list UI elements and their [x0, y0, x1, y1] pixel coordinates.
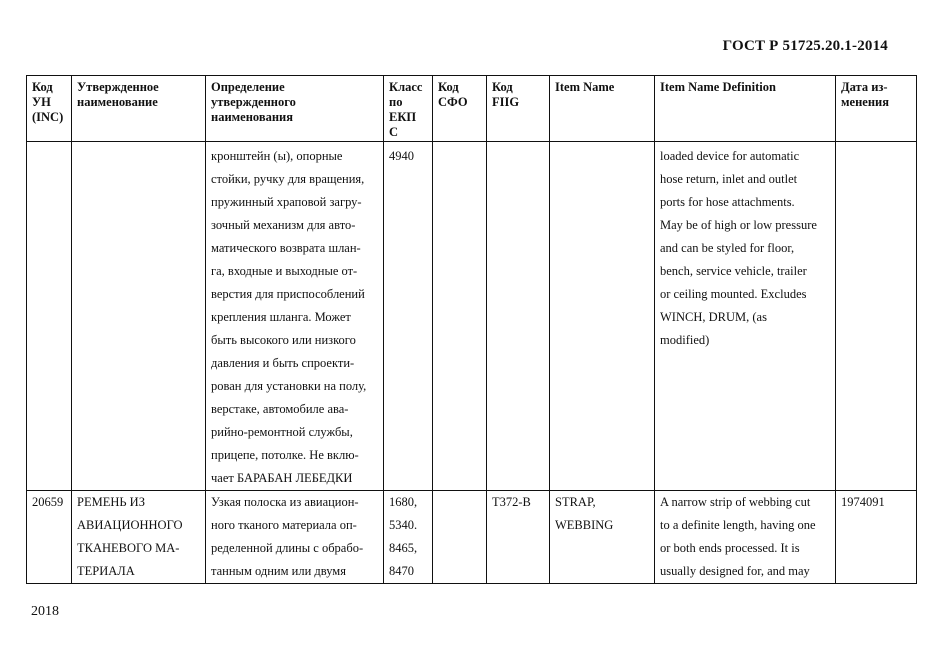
cell-text-line: кронштейн (ы), опорные [211, 149, 343, 163]
cell-text-line: наименования [211, 110, 294, 124]
cell-text-line: Item Name Definition [660, 80, 776, 94]
cell-name [72, 142, 206, 491]
cell-text-line: 20659 [32, 495, 64, 509]
cell-text-line: 1974091 [841, 495, 885, 509]
cell-text-line: 8465, [389, 541, 418, 555]
page-number: 2018 [31, 604, 59, 619]
cell-text-line: 4940 [389, 149, 414, 163]
cell-text-line: га, входные и выходные от- [211, 264, 358, 278]
document-code: ГОСТ Р 51725.20.1-2014 [722, 38, 888, 54]
cell-text-line: usually designed for, and may [660, 564, 810, 578]
header-sfo [433, 76, 487, 142]
cell-text-line: зочный механизм для авто- [211, 218, 356, 232]
cell-text-line: пружинный храповой загру- [211, 195, 362, 209]
cell-name [72, 491, 206, 584]
cell-date [836, 491, 917, 584]
cell-text-line: and can be styled for floor, [660, 241, 795, 255]
header-approved-name [72, 76, 206, 142]
cell-text-line: Код [32, 80, 53, 94]
cell-text-line: верстаке, автомобиле ава- [211, 402, 349, 416]
cell-text-line: танным одним или двумя [211, 564, 346, 578]
cell-text-line: WINCH, DRUM, (as [660, 310, 767, 324]
header-class [384, 76, 433, 142]
cell-text-line: 1680, [389, 495, 418, 509]
header-definition [206, 76, 384, 142]
cell-text-line: чает БАРАБАН ЛЕБЕДКИ [211, 471, 353, 485]
table-row [27, 142, 917, 491]
cell-text-line: прицепе, потолке. Не вклю- [211, 448, 359, 462]
cell-text-line: ТКАНЕВОГО МА- [77, 541, 180, 555]
cell-text-line: Определение [211, 80, 285, 94]
cell-item-name [550, 142, 655, 491]
cell-text-line: STRAP, [555, 495, 596, 509]
cell-text-line: FIIG [492, 95, 520, 109]
cell-text-line: (INC) [32, 110, 64, 124]
cell-text-line: Item Name [555, 80, 615, 94]
cell-text-line: верстия для приспособлений [211, 287, 365, 301]
header-item-name [550, 76, 655, 142]
cell-text-line: 5340. [389, 518, 418, 532]
header-fiig [487, 76, 550, 142]
cell-text-line: loaded device for automatic [660, 149, 800, 163]
cell-text-line: СФО [438, 95, 468, 109]
cell-text-line: bench, service vehicle, trailer [660, 264, 807, 278]
cell-text-line: давления и быть спроекти- [211, 356, 355, 370]
cell-text-line: 8470 [389, 564, 414, 578]
cell-inc [27, 142, 72, 491]
cell-definition [206, 491, 384, 584]
cell-text-line: May be of high or low pressure [660, 218, 817, 232]
cell-text-line: ределенной длины с обрабо- [211, 541, 364, 555]
cell-text-line: or both ends processed. It is [660, 541, 800, 555]
cell-text-line: A narrow strip of webbing cut [660, 495, 811, 509]
cell-text-line: ного тканого материала оп- [211, 518, 357, 532]
cell-text-line: быть высокого или низкого [211, 333, 356, 347]
header-item-definition [655, 76, 836, 142]
cell-text-line: крепления шланга. Может [211, 310, 351, 324]
cell-item-name [550, 491, 655, 584]
cell-text-line: менения [841, 95, 889, 109]
cell-text-line: Дата из- [841, 80, 888, 94]
cell-text-line: Класс [389, 80, 423, 94]
cell-text-line: Код [492, 80, 513, 94]
cell-text-line: С [389, 125, 399, 139]
cell-text-line: ports for hose attachments. [660, 195, 795, 209]
cell-text-line: рийно-ремонтной службы, [211, 425, 353, 439]
cell-text-line: РЕМЕНЬ ИЗ [77, 495, 145, 509]
cell-sfo [433, 142, 487, 491]
cell-sfo [433, 491, 487, 584]
cell-text-line: T372-B [492, 495, 531, 509]
cell-class [384, 142, 433, 491]
cell-definition [206, 142, 384, 491]
cell-text-line: Узкая полоска из авиацион- [211, 495, 359, 509]
cell-text-line: Код [438, 80, 459, 94]
table-row [27, 491, 917, 584]
table-header-row [27, 76, 917, 142]
cell-text-line: Утвержденное [77, 80, 159, 94]
specification-table [26, 75, 917, 584]
cell-text-line: стойки, ручку для вращения, [211, 172, 365, 186]
cell-text-line: to a definite length, having one [660, 518, 816, 532]
cell-inc [27, 491, 72, 584]
cell-text-line: ТЕРИАЛА [77, 564, 135, 578]
cell-text-line: hose return, inlet and outlet [660, 172, 798, 186]
cell-text-line: or ceiling mounted. Excludes [660, 287, 807, 301]
cell-text-line: утвержденного [211, 95, 296, 109]
cell-text-line: WEBBING [555, 518, 614, 532]
cell-text-line: по [389, 95, 403, 109]
cell-text-line: матического возврата шлан- [211, 241, 361, 255]
cell-fiig [487, 142, 550, 491]
header-inc [27, 76, 72, 142]
cell-text-line: АВИАЦИОННОГО [77, 518, 183, 532]
header-change-date [836, 76, 917, 142]
cell-text-line: рован для установки на полу, [211, 379, 367, 393]
cell-text-line: modified) [660, 333, 710, 347]
cell-text-line: ЕКП [389, 110, 417, 124]
cell-item-definition [655, 142, 836, 491]
cell-fiig [487, 491, 550, 584]
cell-date [836, 142, 917, 491]
cell-item-definition [655, 491, 836, 584]
cell-class [384, 491, 433, 584]
cell-text-line: наименование [77, 95, 158, 109]
cell-text-line: УН [32, 95, 51, 109]
